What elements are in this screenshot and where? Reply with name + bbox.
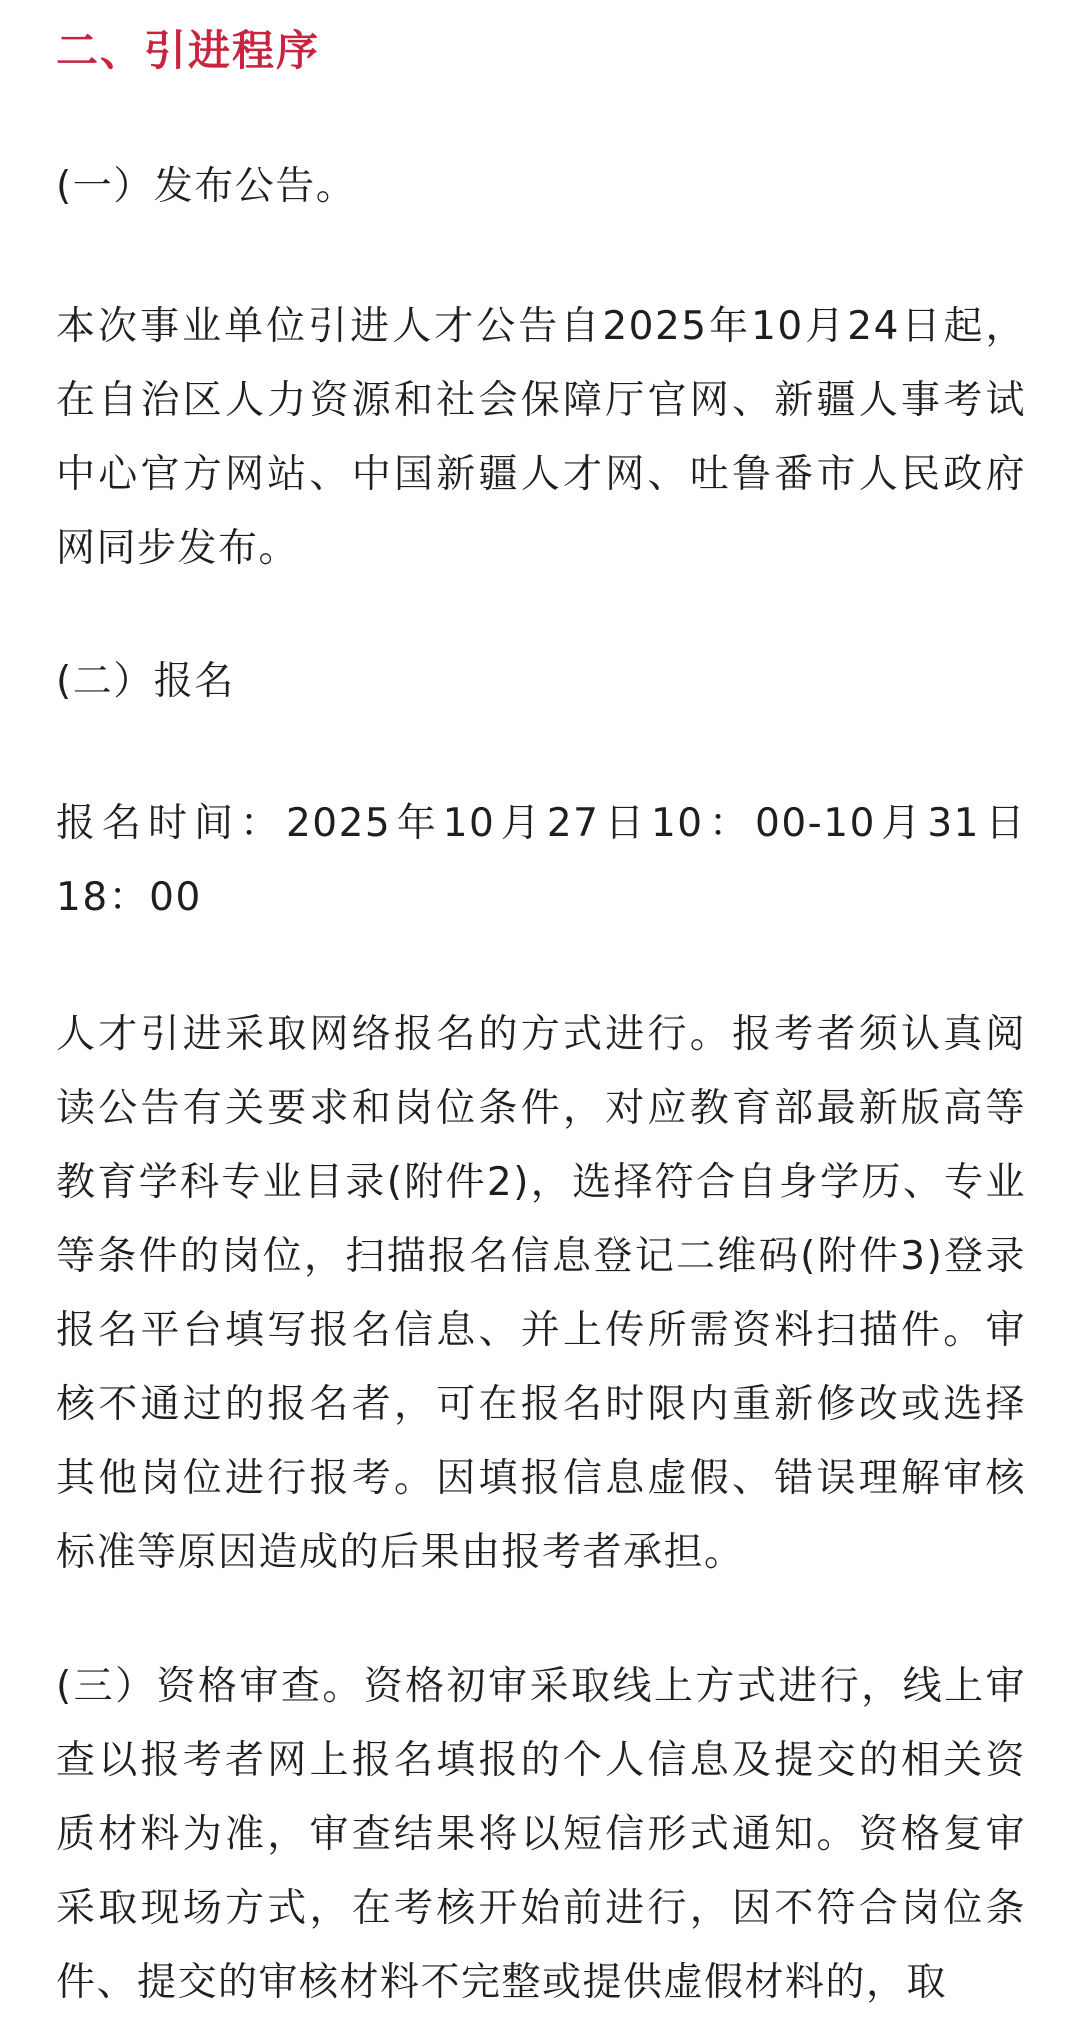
step1-paragraph: 本次事业单位引进人才公告自2025年10月24日起，在自治区人力资源和社会保障厅官网、新疆人事考试中心官方网站、中国新疆人才网、吐鲁番市人民政府网同步发布。 bbox=[56, 304, 1026, 571]
step2-heading: (二）报名 bbox=[56, 659, 235, 704]
step1-heading: (一）发布公告。 bbox=[56, 164, 357, 209]
step3-paragraph: (三）资格审查。资格初审采取线上方式进行，线上审查以报考者网上报名填报的个人信息及提交的相关资质材料为准，审查结果将以短信形式通知。资格复审采取现场方式，在考核开始前进行，因不符合岗位条件、提交的审核材料不完整或提供虚假材料的，取 bbox=[56, 1664, 1026, 2005]
step2-paragraph: 人才引进采取网络报名的方式进行。报考者须认真阅读公告有关要求和岗位条件，对应教育部最新版高等教育学科专业目录(附件2)，选择符合自身学历、专业等条件的岗位，扫描报名信息登记二维码(附件3)登录报名平台填写报名信息、并上传所需资料扫描件。审核不通过的报名者，可在报名时限内重新修改或选择其他岗位进行报考。因填报信息虚假、错误理解审核标准等原因造成的后果由报考者承担。 bbox=[56, 1012, 1026, 1575]
section-heading: 二、引进程序 bbox=[56, 26, 321, 75]
registration-time: 报名时间：2025年10月27日10：00-10月31日18：00 bbox=[56, 801, 1026, 920]
